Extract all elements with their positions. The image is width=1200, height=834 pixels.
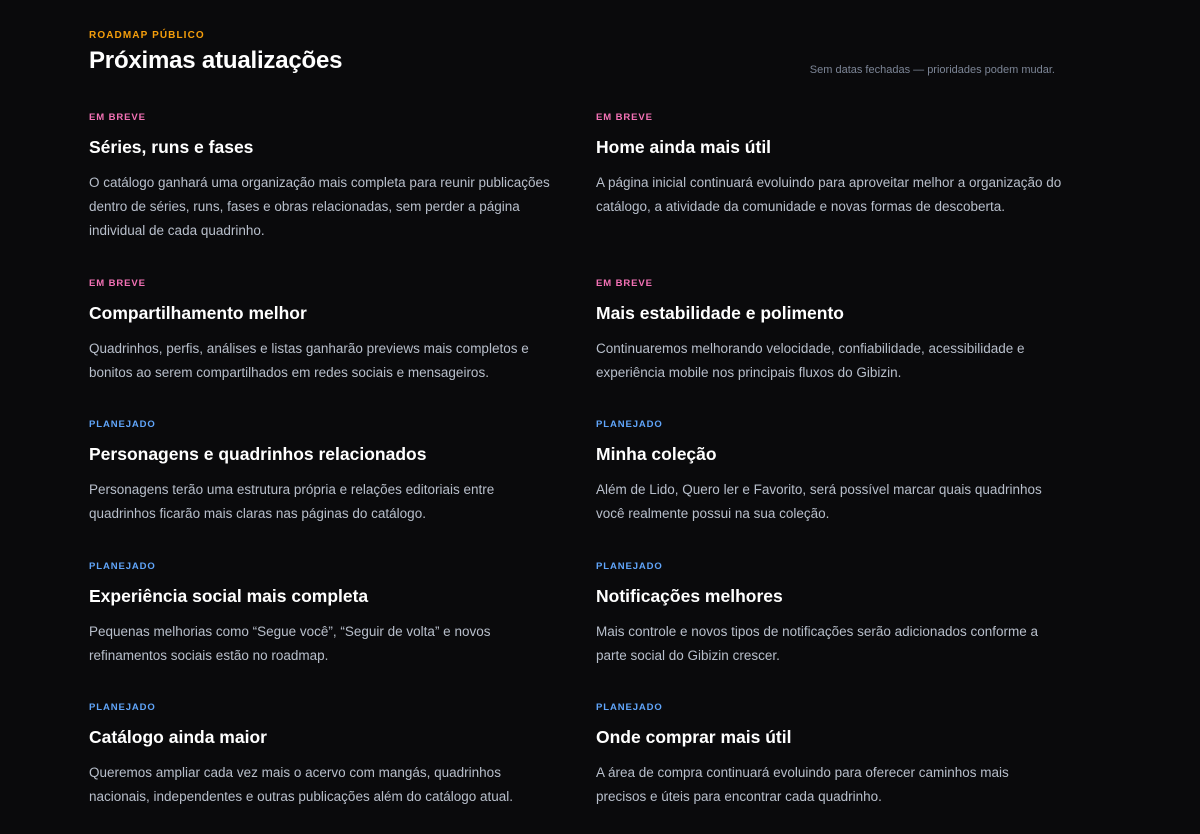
item-title: Experiência social mais completa (89, 586, 369, 606)
roadmap-item-home (596, 112, 1066, 219)
item-description: Além de Lido, Quero ler e Favorito, será possível marcar quais quadrinhos você realmente possui na sua coleção. (596, 482, 1042, 521)
item-title: Home ainda mais útil (596, 137, 772, 157)
roadmap-item-where-to-buy (596, 702, 1066, 809)
roadmap-item-social (89, 561, 559, 668)
item-title: Compartilhamento melhor (89, 303, 307, 323)
status-badge: PLANEJADO (596, 561, 663, 572)
item-description: O catálogo ganhará uma organização mais completa para reunir publicações dentro de séries, runs, fases e obras relacionadas, sem perder a página individual de cada quadrinho. (89, 175, 550, 238)
status-badge: EM BREVE (596, 112, 653, 123)
item-description: Quadrinhos, perfis, análises e listas ganharão previews mais completos e bonitos ao serem compartilhados em redes sociais e mensageiros. (89, 341, 529, 380)
item-title: Séries, runs e fases (89, 137, 254, 157)
item-description: Continuaremos melhorando velocidade, confiabilidade, acessibilidade e experiência mobile nos principais fluxos do Gibizin. (596, 341, 1025, 380)
status-badge: PLANEJADO (89, 702, 156, 713)
item-description: Queremos ampliar cada vez mais o acervo com mangás, quadrinhos nacionais, independentes e outras publicações além do catálogo atual. (89, 765, 514, 804)
item-title: Minha coleção (596, 444, 717, 464)
roadmap-item-stability (596, 278, 1066, 385)
roadmap-item-sharing (89, 278, 559, 385)
status-badge: PLANEJADO (596, 702, 663, 713)
status-badge: EM BREVE (89, 112, 146, 123)
item-description: A página inicial continuará evoluindo para aproveitar melhor a organização do catálogo, a atividade da comunidade e novas formas de descoberta. (596, 175, 1062, 214)
item-description: Pequenas melhorias como “Segue você”, “Seguir de volta” e novos refinamentos sociais estão no roadmap. (89, 624, 491, 663)
roadmap-item-collection (596, 419, 1066, 526)
status-badge: PLANEJADO (596, 419, 663, 430)
section-eyebrow: ROADMAP PÚBLICO (89, 30, 205, 41)
roadmap-item-notifications (596, 561, 1066, 668)
item-description: Personagens terão uma estrutura própria e relações editoriais entre quadrinhos ficarão mais claras nas páginas do catálogo. (89, 482, 495, 521)
item-description: Mais controle e novos tipos de notificações serão adicionados conforme a parte social do Gibizin crescer. (596, 624, 1038, 663)
roadmap-item-catalog (89, 702, 559, 809)
item-title: Catálogo ainda maior (89, 727, 267, 747)
roadmap-grid (89, 0, 1062, 834)
roadmap-disclaimer: Sem datas fechadas — prioridades podem mudar. (809, 64, 1055, 76)
status-badge: PLANEJADO (89, 419, 156, 430)
item-title: Mais estabilidade e polimento (596, 303, 844, 323)
page-title: Próximas atualizações (89, 47, 343, 74)
status-badge: EM BREVE (596, 278, 653, 289)
item-description: A área de compra continuará evoluindo para oferecer caminhos mais precisos e úteis para encontrar cada quadrinho. (596, 765, 1009, 804)
item-title: Onde comprar mais útil (596, 727, 792, 747)
item-title: Notificações melhores (596, 586, 783, 606)
status-badge: PLANEJADO (89, 561, 156, 572)
roadmap-item-series (89, 112, 559, 243)
roadmap-item-characters (89, 419, 559, 526)
status-badge: EM BREVE (89, 278, 146, 289)
item-title: Personagens e quadrinhos relacionados (89, 444, 427, 464)
